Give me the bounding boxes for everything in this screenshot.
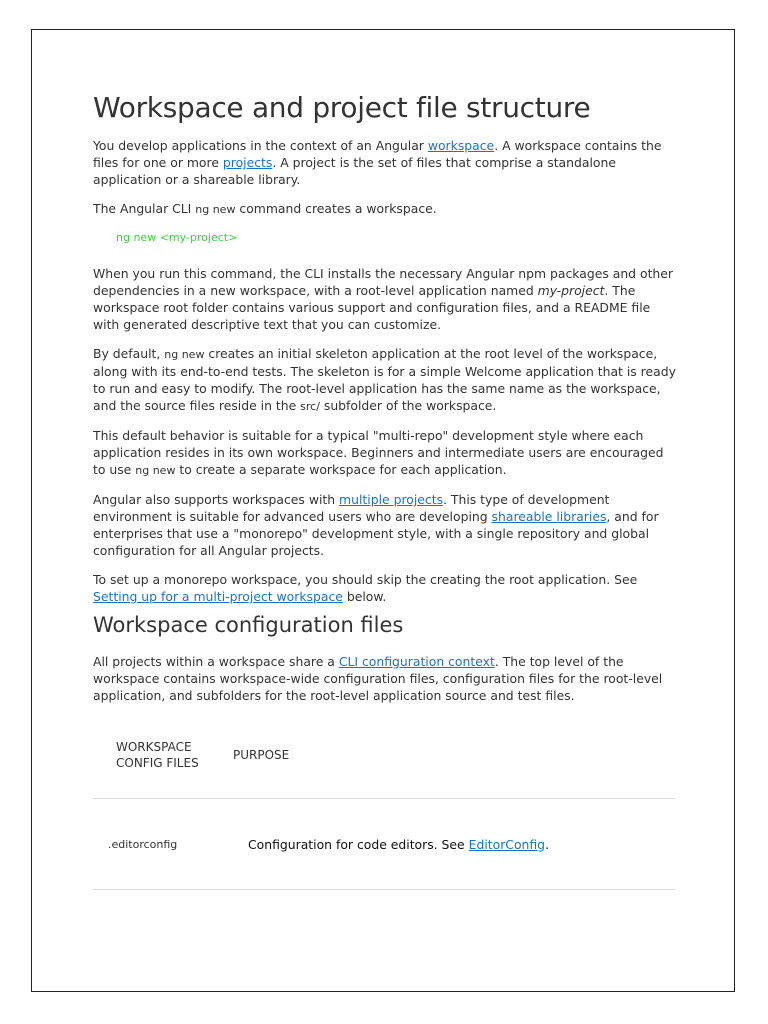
column-header-files: WORKSPACE CONFIG FILES (116, 740, 199, 770)
inline-code: ng new (195, 203, 236, 216)
projects-link[interactable]: projects (222, 155, 273, 170)
intro-paragraph-2: The Angular CLI ng new command creates a workspace. (93, 201, 437, 216)
intro-paragraph-7: To set up a monorepo workspace, you should skip the creating the root application. See Setting up for a multi-project workspace below. (93, 572, 638, 604)
workspace-link[interactable]: workspace (427, 138, 495, 153)
intro-paragraph-4: By default, ng new creates an initial skeleton application at the root level of the workspace, along with its end-to-end tests. The skeleton is for a simple Welcome application that is ready to run and easy to modify. The root-level application has the same name as the workspace, and the source files reside in the src/ subfolder of the workspace. (93, 346, 676, 413)
config-file-name: .editorconfig (108, 837, 178, 851)
intro-paragraph-5: This default behavior is suitable for a typical "multi-repo" development style where each application resides in its own workspace. Beginners and intermediate users are encouraged to use ng new to create a separate workspace for each application. (93, 428, 664, 477)
table-row (93, 799, 676, 890)
intro-paragraph-1: You develop applications in the context of an Angular workspace. A workspace contains the files for one or more projects. A project is the set of files that comprise a standalone application or a shareable library. (93, 138, 662, 187)
column-header-purpose: PURPOSE (233, 748, 290, 762)
config-files-table (93, 726, 676, 890)
config-file-purpose: Configuration for code editors. See EditorConfig. (248, 836, 550, 852)
multi-project-setup-link[interactable]: Setting up for a multi-project workspace (93, 589, 343, 604)
command-snippet: ng new <my-project> (116, 231, 238, 244)
section-heading-config: Workspace configuration files (93, 613, 404, 637)
document-content (93, 89, 676, 890)
shareable-libraries-link[interactable]: shareable libraries (491, 509, 607, 524)
inline-code: ng new (164, 348, 205, 361)
inline-code: src/ (300, 400, 320, 413)
config-paragraph: All projects within a workspace share a CLI configuration context. The top level of the workspace contains workspace-wide configuration files, configuration files for the root-level application, and subfolders for the root-level application source and test files. (93, 654, 663, 703)
editorconfig-link[interactable]: EditorConfig (468, 836, 546, 852)
table-header (93, 726, 676, 799)
multiple-projects-link[interactable]: multiple projects (339, 492, 444, 507)
inline-code: ng new (135, 464, 176, 477)
page-title: Workspace and project file structure (93, 91, 591, 124)
intro-paragraph-6: Angular also supports workspaces with multiple projects. This type of development environment is suitable for advanced users who are developing shareable libraries, and for enterprises that use a "monorepo" development style, with a single repository and global configuration for all Angular projects. (93, 492, 659, 558)
intro-paragraph-3: When you run this command, the CLI installs the necessary Angular npm packages and other dependencies in a new workspace, with a root-level application named my-project. The workspace root folder contains various support and configuration files, and a README file with generated descriptive text that you can customize. (93, 266, 673, 332)
cli-config-context-link[interactable]: CLI configuration context (338, 654, 495, 669)
project-name-emphasis: my-project (537, 283, 605, 298)
